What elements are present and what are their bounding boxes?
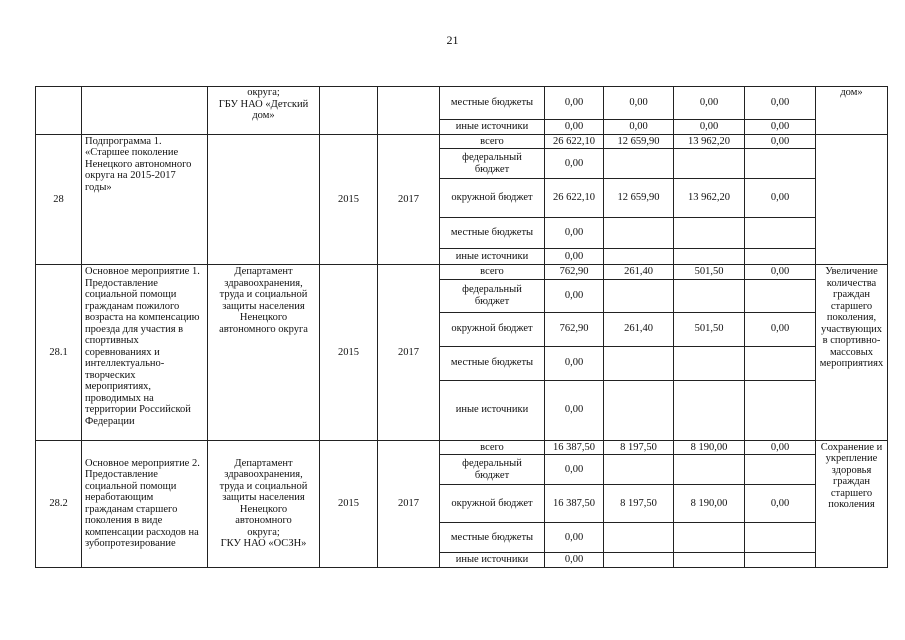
result-cell: дом» [816, 87, 888, 135]
name-cell [82, 87, 208, 135]
total-cell: 762,90 [545, 312, 604, 346]
source-cell: иные источники [440, 380, 545, 440]
start-year-cell [320, 87, 378, 135]
y2017-cell: 0,00 [745, 312, 816, 346]
y2016-cell: 501,50 [674, 265, 745, 280]
total-cell: 16 387,50 [545, 485, 604, 523]
page-number: 21 [446, 33, 459, 47]
source-cell: федеральный бюджет [440, 279, 545, 312]
y2017-cell: 0,00 [745, 485, 816, 523]
source-cell: всего [440, 440, 545, 455]
num-cell: 28.1 [36, 265, 82, 441]
executor-cell: Департамент здравоохранения, труда и социальной защиты населения Ненецкого автономного округа; ГКУ НАО «ОСЗН» [208, 440, 320, 567]
source-cell: местные бюджеты [440, 346, 545, 380]
total-cell: 0,00 [545, 380, 604, 440]
num-cell: 28 [36, 134, 82, 265]
y2016-cell [674, 455, 745, 485]
y2015-cell [604, 249, 674, 265]
source-cell: иные источники [440, 249, 545, 265]
source-cell: местные бюджеты [440, 218, 545, 249]
y2016-cell [674, 553, 745, 568]
y2016-cell [674, 279, 745, 312]
y2015-cell: 0,00 [604, 120, 674, 135]
y2017-cell: 0,00 [745, 120, 816, 135]
y2015-cell [604, 553, 674, 568]
y2015-cell [604, 346, 674, 380]
y2016-cell: 501,50 [674, 312, 745, 346]
y2016-cell [674, 249, 745, 265]
y2015-cell: 261,40 [604, 312, 674, 346]
total-cell: 16 387,50 [545, 440, 604, 455]
y2017-cell: 0,00 [745, 440, 816, 455]
total-cell: 26 622,10 [545, 179, 604, 218]
y2017-cell [745, 523, 816, 553]
total-cell: 0,00 [545, 346, 604, 380]
total-cell: 0,00 [545, 523, 604, 553]
num-cell [36, 87, 82, 135]
source-cell: иные источники [440, 553, 545, 568]
executor-cell: округа; ГБУ НАО «Детский дом» [208, 87, 320, 135]
y2016-cell: 0,00 [674, 87, 745, 120]
y2015-cell: 12 659,90 [604, 179, 674, 218]
y2017-cell [745, 149, 816, 179]
y2016-cell [674, 149, 745, 179]
y2017-cell [745, 455, 816, 485]
total-cell: 0,00 [545, 87, 604, 120]
result-cell: Увеличение количества граждан старшего поколения, участвующих в спортивно- массовых мероприятиях [816, 265, 888, 441]
source-cell: всего [440, 134, 545, 149]
y2017-cell: 0,00 [745, 134, 816, 149]
table-row [36, 134, 888, 149]
y2015-cell [604, 523, 674, 553]
name-cell: Основное мероприятие 1. Предоставление социальной помощи гражданам пожилого возраста на компенсацию проезда для участия в спортивных соревнованиях и интеллектуально- творческих мероприятиях, проводимых на территории Российской Федерации [82, 265, 208, 441]
start-year-cell: 2015 [320, 134, 378, 265]
end-year-cell: 2017 [378, 134, 440, 265]
y2015-cell: 261,40 [604, 265, 674, 280]
y2016-cell: 0,00 [674, 120, 745, 135]
y2015-cell: 8 197,50 [604, 440, 674, 455]
y2017-cell [745, 553, 816, 568]
start-year-cell: 2015 [320, 265, 378, 441]
name-cell: Основное мероприятие 2. Предоставление социальной помощи неработающим гражданам старшего поколения в виде компенсации расходов на зубопротезирование [82, 440, 208, 567]
y2016-cell: 13 962,20 [674, 134, 745, 149]
y2017-cell [745, 346, 816, 380]
source-cell: окружной бюджет [440, 312, 545, 346]
y2015-cell [604, 149, 674, 179]
executor-cell [208, 134, 320, 265]
y2017-cell [745, 279, 816, 312]
num-cell: 28.2 [36, 440, 82, 567]
y2015-cell [604, 279, 674, 312]
y2017-cell: 0,00 [745, 87, 816, 120]
total-cell: 0,00 [545, 249, 604, 265]
y2015-cell: 0,00 [604, 87, 674, 120]
y2015-cell: 12 659,90 [604, 134, 674, 149]
y2017-cell [745, 380, 816, 440]
y2017-cell [745, 218, 816, 249]
source-cell: федеральный бюджет [440, 149, 545, 179]
y2015-cell [604, 218, 674, 249]
y2016-cell: 8 190,00 [674, 440, 745, 455]
total-cell: 0,00 [545, 455, 604, 485]
y2016-cell [674, 380, 745, 440]
source-cell: федеральный бюджет [440, 455, 545, 485]
total-cell: 0,00 [545, 553, 604, 568]
table-row [36, 440, 888, 455]
start-year-cell: 2015 [320, 440, 378, 567]
y2016-cell: 13 962,20 [674, 179, 745, 218]
source-cell: иные источники [440, 120, 545, 135]
y2017-cell: 0,00 [745, 179, 816, 218]
program-budget-table [35, 86, 888, 568]
y2015-cell [604, 455, 674, 485]
y2015-cell: 8 197,50 [604, 485, 674, 523]
end-year-cell [378, 87, 440, 135]
y2015-cell [604, 380, 674, 440]
result-cell [816, 134, 888, 265]
total-cell: 762,90 [545, 265, 604, 280]
source-cell: всего [440, 265, 545, 280]
total-cell: 26 622,10 [545, 134, 604, 149]
y2016-cell [674, 346, 745, 380]
name-cell: Подпрограмма 1. «Старшее поколение Ненецкого автономного округа на 2015-2017 годы» [82, 134, 208, 265]
y2017-cell: 0,00 [745, 265, 816, 280]
source-cell: окружной бюджет [440, 179, 545, 218]
source-cell: местные бюджеты [440, 523, 545, 553]
table-row [36, 87, 888, 120]
y2016-cell: 8 190,00 [674, 485, 745, 523]
source-cell: местные бюджеты [440, 87, 545, 120]
y2016-cell [674, 523, 745, 553]
total-cell: 0,00 [545, 149, 604, 179]
executor-cell: Департамент здравоохранения, труда и социальной защиты населения Ненецкого автономного округа [208, 265, 320, 441]
table-row [36, 265, 888, 280]
total-cell: 0,00 [545, 279, 604, 312]
end-year-cell: 2017 [378, 265, 440, 441]
end-year-cell: 2017 [378, 440, 440, 567]
y2017-cell [745, 249, 816, 265]
source-cell: окружной бюджет [440, 485, 545, 523]
result-cell: Сохранение и укрепление здоровья граждан старшего поколения [816, 440, 888, 567]
total-cell: 0,00 [545, 120, 604, 135]
y2016-cell [674, 218, 745, 249]
total-cell: 0,00 [545, 218, 604, 249]
